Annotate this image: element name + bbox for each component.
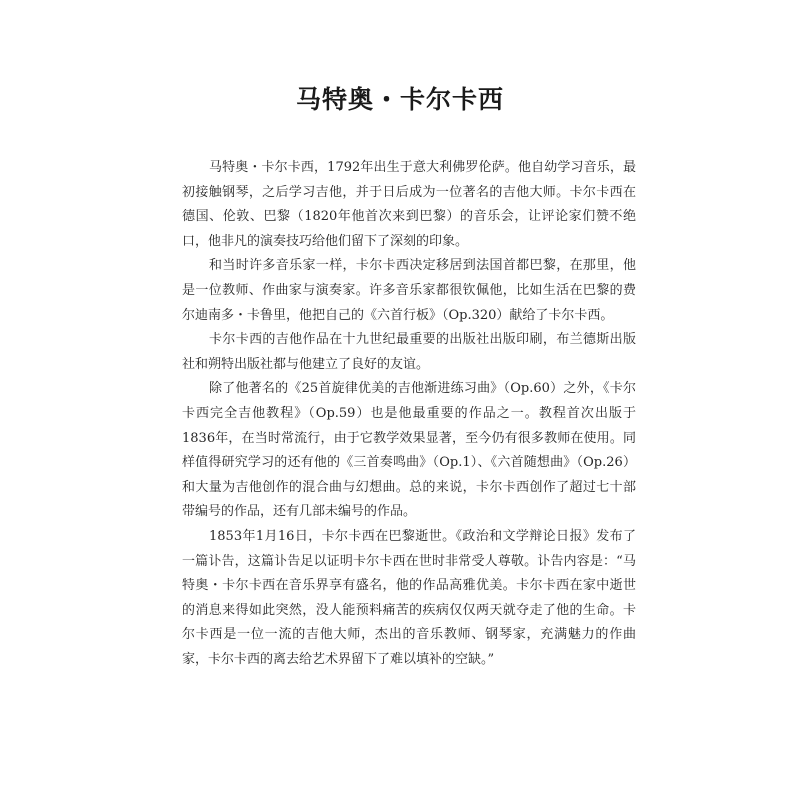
paragraph-death: 1853年1月16日，卡尔卡西在巴黎逝世。《政治和文学辩论日报》发布了一篇讣告，这篇讣告足以证明卡尔卡西在世时非常受人尊敬。讣告内容是：“马特奥・卡尔卡西在音乐界享有盛名，他的作品高雅优美。卡尔卡西在家中逝世的消息来得如此突然，没人能预料痛苦的疾病仅仅两天就夺走了他的生命。卡尔卡西是一位一流的吉他大师，杰出的音乐教师、钢琴家，充满魅力的作曲家，卡尔卡西的离去给艺术界留下了难以填补的空缺。”	[182, 528, 636, 667]
paragraph-works: 除了他著名的《25首旋律优美的吉他渐进练习曲》（Op.60）之外，《卡尔卡西完全吉他教程》（Op.59）也是他最重要的作品之一。教程首次出版于1836年，在当时常流行，由于它教学效果显著，至今仍有很多教师在使用。同样值得研究学习的还有他的《三首奏鸣曲》（Op.1）、《六首随想曲》（Op.26）和大量为吉他创作的混合曲与幻想曲。总的来说，卡尔卡西创作了超过七十部带编号的作品，还有几部未编号的作品。	[182, 381, 636, 520]
page-title: 马特奥・卡尔卡西	[295, 85, 504, 114]
biography-text	[182, 156, 636, 672]
paragraph-paris: 和当时许多音乐家一样，卡尔卡西决定移居到法国首都巴黎，在那里，他是一位教师、作曲家与演奏家。许多音乐家都很钦佩他，比如生活在巴黎的费尔迪南多・卡鲁里，他把自己的《六首行板》（Op.320）献给了卡尔卡西。	[182, 258, 636, 323]
paragraph-publishers: 卡尔卡西的吉他作品在十九世纪最重要的出版社出版印刷，布兰德斯出版社和朔特出版社都与他建立了良好的友谊。	[182, 332, 636, 372]
paragraph-birth: 马特奥・卡尔卡西，1792年出生于意大利佛罗伦萨。他自幼学习音乐，最初接触钢琴，之后学习吉他，并于日后成为一位著名的吉他大师。卡尔卡西在德国、伦敦、巴黎（1820年他首次来到巴黎）的音乐会，让评论家们赞不绝口，他非凡的演奏技巧给他们留下了深刻的印象。	[182, 160, 636, 249]
